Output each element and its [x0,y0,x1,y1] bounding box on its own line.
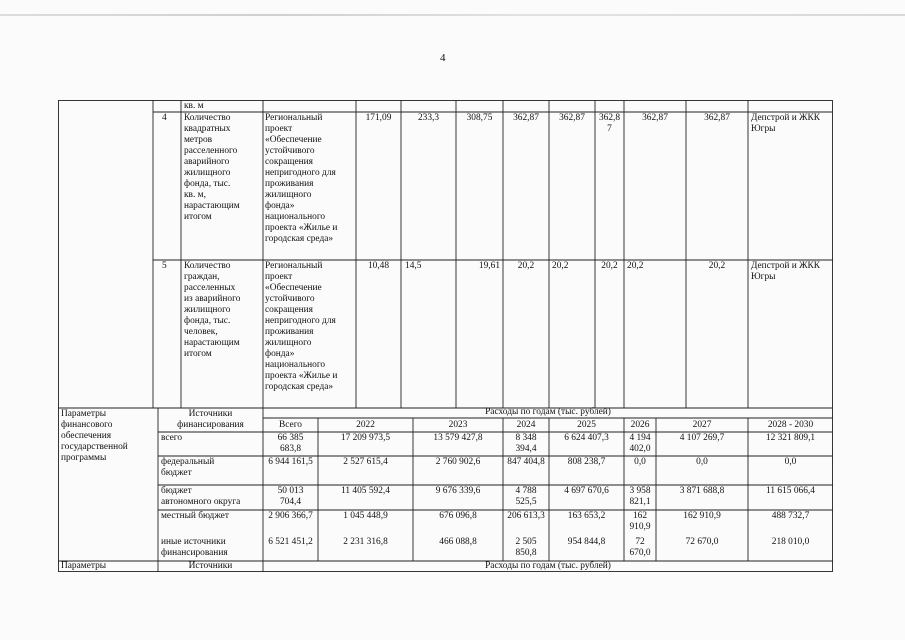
indicator-value: 308,75 [466,113,493,123]
finance-value: 163 653,2 [567,511,606,521]
indicator-value: 362,87 [642,113,668,123]
finance-value: 0,0 [634,457,646,467]
scan-artifact-line [0,14,905,16]
bottom-row-expenses: Расходы по годам (тыс. рублей) [485,561,611,571]
finance-value: 11 615 066,4 [766,486,815,496]
finance-value: 4 788 525,5 [515,486,537,507]
finance-value: 72 670,0 [629,537,651,558]
finance-sources-header: Источники финансирования [177,409,244,430]
finance-value: 0,0 [696,457,708,467]
indicator-responsible: Депстрой и ЖКК Югры [751,261,821,282]
indicator-value: 362,8 7 [598,113,621,134]
indicator-value: 362,87 [513,113,539,123]
indicator-name: Количество квадратных метров расселенного аварийного жилищного фонда, тыс. кв. м, нарастающим итогом [184,113,240,222]
finance-column-header: 2024 [516,420,536,430]
finance-value: 1 045 448,9 [343,511,388,521]
indicator-value: 19,61 [478,261,500,271]
finance-source: бюджет автономного округа [161,486,241,507]
bottom-row-sources: Источники [188,561,233,571]
finance-value: 3 871 688,8 [679,486,725,496]
finance-column-header: 2025 [577,420,596,430]
finance-value: 72 670,0 [685,537,719,547]
finance-value: 676 096,8 [439,511,477,521]
finance-source: всего [161,433,183,443]
finance-value: 6 521 451,2 [268,537,313,547]
finance-value: 488 732,7 [771,511,810,521]
finance-value: 2 906 366,7 [268,511,313,521]
finance-value: 8 348 394,4 [515,433,537,454]
finance-value: 11 405 592,4 [341,486,390,496]
finance-value: 3 958 821,1 [629,486,651,507]
finance-value: 6 944 161,5 [268,457,313,467]
indicator-value: 20,2 [517,261,535,271]
finance-expenses-header: Расходы по годам (тыс. рублей) [485,407,611,417]
finance-value: 466 088,8 [439,537,477,547]
indicator-number: 5 [162,261,167,271]
program-table [58,100,833,572]
indicator-value: 10,48 [367,261,390,271]
indicator-value: 362,87 [704,113,730,123]
finance-value: 66 385 683,8 [277,433,304,454]
finance-value: 162 910,9 [629,511,651,532]
bottom-row-label: Параметры [61,561,107,571]
page-number: 4 [440,52,446,64]
finance-source: иные источники финансирования [161,537,228,558]
indicator-value: 362,87 [559,113,585,123]
finance-column-header: 2023 [448,420,468,430]
finance-column-header: Всего [279,420,302,430]
indicator-value: 20,2 [601,261,618,271]
finance-value: 2 231 316,8 [343,537,388,547]
finance-value: 162 910,9 [683,511,721,521]
indicator-value: 20,2 [552,261,569,271]
finance-source: федеральный бюджет [161,457,215,478]
finance-value: 12 321 809,1 [765,433,816,443]
indicator-value: 171,09 [365,113,392,123]
indicator-project: Региональный проект «Обеспечение устойчивого сокращения непригодного для проживания жилищного фонда» национального проекта «Жилье и городская среда» [265,261,338,392]
finance-value: 2 505 850,8 [515,537,537,558]
finance-value: 9 676 339,6 [435,486,481,496]
finance-column-header: 2028 - 2030 [767,420,814,430]
finance-column-header: 2027 [692,420,712,430]
finance-value: 847 404,8 [507,457,545,467]
finance-value: 218 010,0 [771,537,810,547]
finance-value: 4 194 402,0 [629,433,651,454]
finance-value: 13 579 427,8 [433,433,483,443]
finance-value: 2 527 615,4 [343,457,388,467]
finance-column-header: 2022 [356,420,375,430]
indicator-number: 4 [162,113,167,123]
finance-value: 2 760 902,6 [435,457,481,467]
finance-value: 17 209 973,5 [340,433,391,443]
indicator-value: 233,3 [417,113,440,123]
finance-value: 954 844,8 [567,537,606,547]
indicator-responsible: Депстрой и ЖКК Югры [751,113,821,134]
finance-value: 4 697 670,6 [564,486,609,496]
finance-source: местный бюджет [161,511,229,521]
indicator-value: 14,5 [405,261,422,271]
indicator-project: Региональный проект «Обеспечение устойчивого сокращения непригодного для проживания жилищного фонда» национального проекта «Жилье и городская среда» [265,113,338,244]
indicator-value: 20,2 [627,261,644,271]
unit-tail: кв. м [184,101,204,111]
finance-column-header: 2026 [630,420,650,430]
finance-value: 808 238,7 [567,457,606,467]
indicator-name: Количество граждан, расселенных из аварийного жилищного фонда, тыс. человек, нарастающим итогом [184,261,241,359]
finance-value: 6 624 407,3 [564,433,609,443]
finance-value: 0,0 [784,457,797,467]
finance-value: 50 013 704,4 [277,486,304,507]
finance-section-label: Параметры финансового обеспечения государственной программы [61,409,128,463]
finance-value: 4 107 269,7 [679,433,725,443]
indicator-value: 20,2 [708,261,726,271]
finance-value: 206 613,3 [507,511,545,521]
